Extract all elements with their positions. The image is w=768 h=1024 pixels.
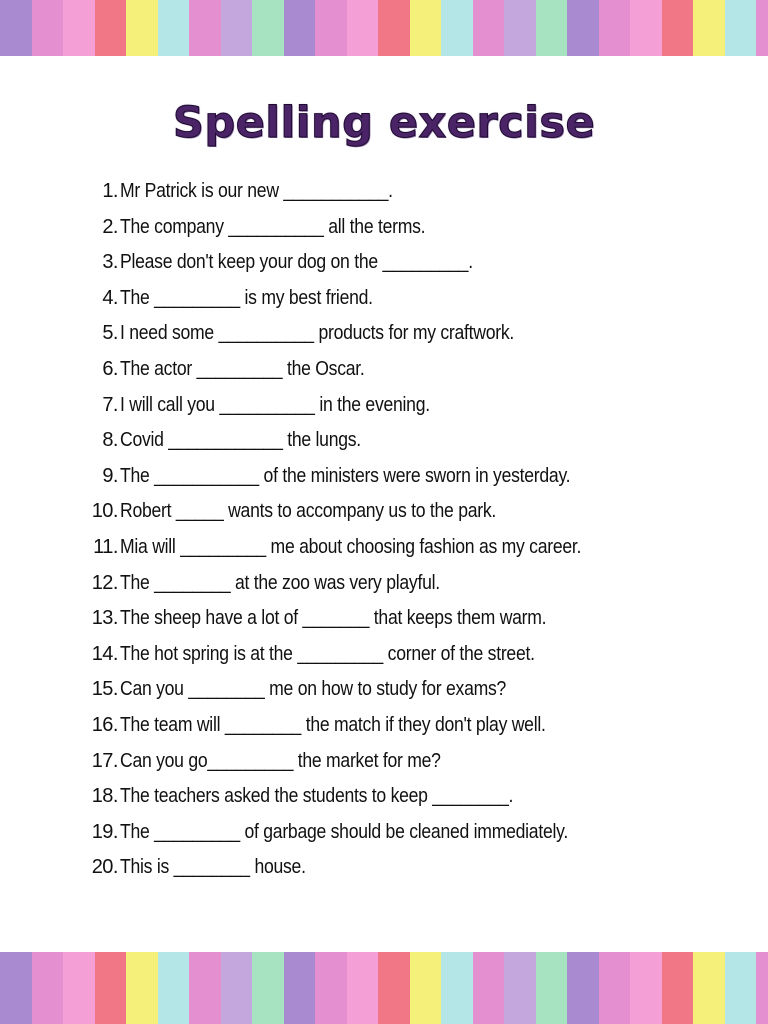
question-item [0, 672, 768, 708]
question-text: The ___________ of the ministers were sworn in yesterday. [120, 464, 571, 487]
stripe-segment [599, 952, 631, 1024]
question-item [0, 494, 768, 530]
stripe-segment [599, 0, 631, 56]
stripe-segment [441, 0, 473, 56]
question-text: Mr Patrick is our new ___________. [120, 180, 393, 202]
worksheet-sheet [0, 56, 768, 952]
question-text: Robert _____ wants to accompany us to the park. [120, 500, 497, 523]
stripe-segment [189, 952, 221, 1024]
question-number: 14. [91, 642, 118, 665]
bottom-stripe-border [0, 952, 768, 1024]
question-number: 9. [102, 464, 118, 487]
stripe-segment [284, 952, 316, 1024]
stripe-segment [158, 0, 190, 56]
question-text: Please don't keep your dog on the _________. [120, 251, 473, 274]
question-number: 12. [91, 571, 118, 594]
question-item [0, 530, 768, 566]
question-item [0, 815, 768, 851]
stripe-segment [725, 0, 757, 56]
stripe-segment [63, 0, 95, 56]
stripe-segment [630, 952, 662, 1024]
top-stripe-border [0, 0, 768, 56]
question-number: 2. [102, 215, 118, 238]
stripe-segment [536, 952, 568, 1024]
question-number: 13. [91, 607, 118, 630]
stripe-segment [126, 0, 158, 56]
question-item [0, 388, 768, 424]
question-item [0, 566, 768, 602]
question-text: The teachers asked the students to keep ________. [120, 785, 514, 808]
stripe-segment [95, 0, 127, 56]
stripe-segment [725, 952, 757, 1024]
question-text: Covid ____________ the lungs. [120, 429, 361, 452]
question-number: 16. [91, 713, 118, 736]
question-item [0, 245, 768, 281]
stripe-segment [189, 0, 221, 56]
stripe-segment [158, 952, 190, 1024]
stripe-segment [0, 0, 32, 56]
question-text: The hot spring is at the _________ corner of the street. [120, 642, 535, 665]
question-text: The actor _________ the Oscar. [120, 357, 365, 380]
stripe-segment [378, 0, 410, 56]
question-number: 8. [102, 429, 118, 452]
question-number: 11. [93, 535, 118, 558]
question-text: The _________ of garbage should be cleaned immediately. [120, 820, 568, 843]
question-item [0, 316, 768, 352]
stripe-segment [95, 952, 127, 1024]
stripe-segment [315, 952, 347, 1024]
question-number: 3. [102, 251, 118, 274]
question-number: 18. [91, 785, 118, 808]
question-item [0, 708, 768, 744]
stripe-segment [756, 952, 768, 1024]
stripe-segment [347, 952, 379, 1024]
stripe-segment [693, 952, 725, 1024]
stripe-segment [221, 952, 253, 1024]
stripe-segment [473, 952, 505, 1024]
question-number: 6. [102, 357, 118, 380]
question-text: I need some __________ products for my craftwork. [120, 322, 515, 345]
question-item [0, 174, 768, 210]
question-text: Can you go_________ the market for me? [120, 749, 441, 772]
stripe-segment [536, 0, 568, 56]
stripe-segment [504, 952, 536, 1024]
stripe-segment [347, 0, 379, 56]
page-title: Spelling exercise [172, 98, 596, 148]
stripe-segment [252, 952, 284, 1024]
question-item [0, 779, 768, 815]
question-text: Mia will _________ me about choosing fashion as my career. [120, 535, 582, 558]
question-number: 7. [102, 393, 118, 416]
stripe-segment [410, 0, 442, 56]
stripe-segment [567, 952, 599, 1024]
question-text: Can you ________ me on how to study for exams? [120, 678, 507, 701]
stripe-segment [567, 0, 599, 56]
stripe-segment [756, 0, 768, 56]
stripe-segment [630, 0, 662, 56]
stripe-segment [32, 952, 64, 1024]
stripe-segment [63, 952, 95, 1024]
stripe-segment [693, 0, 725, 56]
question-item [0, 850, 768, 886]
question-text: The company __________ all the terms. [120, 215, 426, 238]
question-item [0, 601, 768, 637]
stripe-segment [284, 0, 316, 56]
question-item [0, 744, 768, 780]
stripe-segment [441, 952, 473, 1024]
question-text: I will call you __________ in the evening. [120, 393, 430, 416]
stripe-segment [252, 0, 284, 56]
question-number: 4. [102, 286, 118, 309]
question-text: The team will ________ the match if they don't play well. [120, 713, 546, 736]
question-item [0, 459, 768, 495]
question-text: The sheep have a lot of _______ that keeps them warm. [120, 607, 547, 630]
stripe-segment [221, 0, 253, 56]
question-number: 15. [91, 678, 118, 701]
question-item [0, 423, 768, 459]
question-text: The ________ at the zoo was very playful. [120, 571, 440, 594]
stripe-segment [662, 0, 694, 56]
stripe-segment [473, 0, 505, 56]
stripe-segment [32, 0, 64, 56]
question-text: This is ________ house. [120, 856, 306, 879]
question-item [0, 281, 768, 317]
stripe-segment [0, 952, 32, 1024]
stripe-segment [126, 952, 158, 1024]
stripe-segment [410, 952, 442, 1024]
stripe-segment [315, 0, 347, 56]
question-item [0, 210, 768, 246]
question-item [0, 637, 768, 673]
stripe-segment [504, 0, 536, 56]
question-number: 19. [91, 820, 118, 843]
question-number: 5. [102, 322, 118, 345]
question-text: The _________ is my best friend. [120, 286, 373, 309]
question-number: 20. [91, 856, 118, 879]
question-number: 1. [102, 180, 118, 202]
stripe-segment [662, 952, 694, 1024]
question-item [0, 352, 768, 388]
question-number: 10. [91, 500, 118, 523]
stripe-segment [378, 952, 410, 1024]
question-list [0, 174, 768, 886]
question-number: 17. [91, 749, 118, 772]
